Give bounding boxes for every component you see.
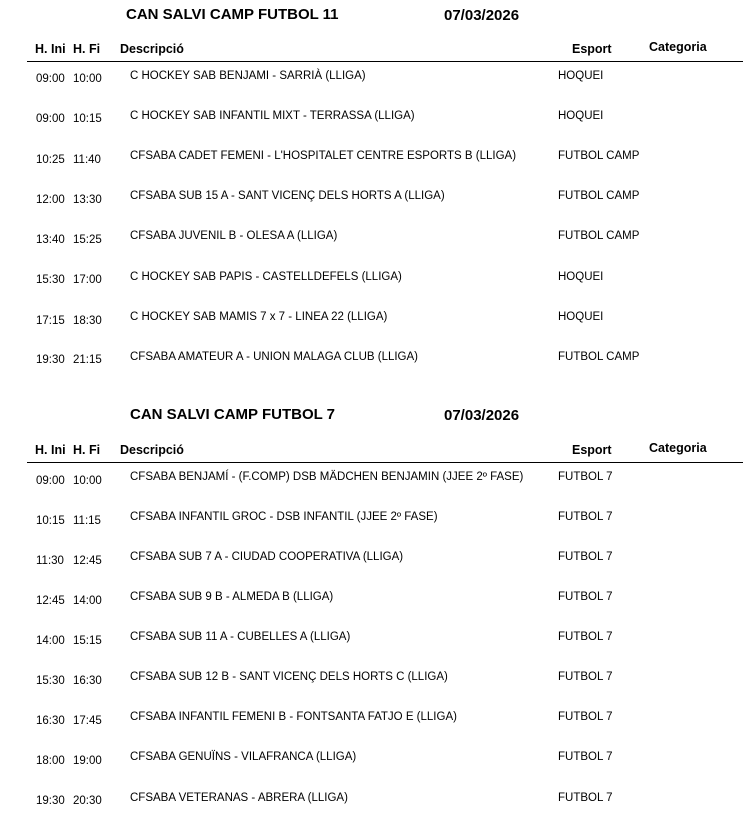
section-title: CAN SALVI CAMP FUTBOL 11 xyxy=(126,6,339,23)
start-time: 15:30 xyxy=(36,675,65,687)
end-time: 12:45 xyxy=(73,555,102,567)
event-description: C HOCKEY SAB PAPIS - CASTELLDEFELS (LLIGA) xyxy=(130,271,402,283)
header-categoria: Categoria xyxy=(649,40,707,54)
event-sport: FUTBOL CAMP xyxy=(558,190,640,202)
end-time: 15:25 xyxy=(73,234,102,246)
header-descripcio: Descripció xyxy=(120,443,184,457)
end-time: 11:40 xyxy=(73,154,101,166)
table-row xyxy=(0,591,753,631)
end-time: 16:30 xyxy=(73,675,102,687)
end-time: 20:30 xyxy=(73,795,102,807)
table-row xyxy=(0,711,753,751)
start-time: 19:30 xyxy=(36,795,65,807)
event-description: CFSABA SUB 9 B - ALMEDA B (LLIGA) xyxy=(130,591,334,603)
event-description: C HOCKEY SAB BENJAMI - SARRIÀ (LLIGA) xyxy=(130,70,366,82)
end-time: 10:00 xyxy=(73,73,102,85)
end-time: 19:00 xyxy=(73,755,102,767)
start-time: 15:30 xyxy=(36,274,65,286)
table-row xyxy=(0,751,753,791)
table-row xyxy=(0,551,753,591)
end-time: 21:15 xyxy=(73,354,102,366)
end-time: 14:00 xyxy=(73,595,102,607)
header-categoria: Categoria xyxy=(649,441,707,455)
header-descripcio: Descripció xyxy=(120,42,184,56)
table-row xyxy=(0,511,753,551)
section-title: CAN SALVI CAMP FUTBOL 7 xyxy=(130,406,336,423)
event-description: CFSABA GENUÏNS - VILAFRANCA (LLIGA) xyxy=(130,751,357,763)
start-time: 12:00 xyxy=(36,194,65,206)
event-description: CFSABA SUB 11 A - CUBELLES A (LLIGA) xyxy=(130,631,351,643)
event-sport: HOQUEI xyxy=(558,271,604,283)
table-row xyxy=(0,150,753,190)
event-description: CFSABA CADET FEMENI - L'HOSPITALET CENTRE ESPORTS B (LLIGA) xyxy=(130,150,517,162)
event-sport: FUTBOL 7 xyxy=(558,751,613,763)
end-time: 17:45 xyxy=(73,715,102,727)
end-time: 18:30 xyxy=(73,315,102,327)
event-sport: FUTBOL CAMP xyxy=(558,230,640,242)
table-row xyxy=(0,471,753,511)
table-row xyxy=(0,190,753,230)
event-sport: FUTBOL 7 xyxy=(558,792,613,804)
header-esport: Esport xyxy=(572,443,612,457)
end-time: 11:15 xyxy=(73,515,101,527)
event-sport: FUTBOL 7 xyxy=(558,471,613,483)
event-description: CFSABA INFANTIL FEMENI B - FONTSANTA FATJO E (LLIGA) xyxy=(130,711,457,723)
start-time: 16:30 xyxy=(36,715,65,727)
event-sport: FUTBOL 7 xyxy=(558,591,613,603)
event-sport: FUTBOL 7 xyxy=(558,631,613,643)
start-time: 17:15 xyxy=(36,315,65,327)
event-description: CFSABA VETERANAS - ABRERA (LLIGA) xyxy=(130,792,348,804)
header-esport: Esport xyxy=(572,42,612,56)
start-time: 12:45 xyxy=(36,595,65,607)
header-h-ini: H. Ini xyxy=(35,443,66,457)
event-sport: HOQUEI xyxy=(558,70,604,82)
table-row xyxy=(0,70,753,110)
event-sport: HOQUEI xyxy=(558,311,604,323)
event-description: CFSABA INFANTIL GROC - DSB INFANTIL (JJEE 2º FASE) xyxy=(130,511,438,523)
event-description: CFSABA BENJAMÍ - (F.COMP) DSB MÄDCHEN BENJAMIN (JJEE 2º FASE) xyxy=(130,471,524,483)
table-row xyxy=(0,671,753,711)
start-time: 10:15 xyxy=(36,515,65,527)
table-row xyxy=(0,230,753,270)
event-sport: HOQUEI xyxy=(558,110,604,122)
event-sport: FUTBOL 7 xyxy=(558,671,613,683)
event-description: C HOCKEY SAB MAMIS 7 x 7 - LINEA 22 (LLIGA) xyxy=(130,311,388,323)
table-row xyxy=(0,351,753,391)
end-time: 10:15 xyxy=(73,113,102,125)
start-time: 11:30 xyxy=(36,555,64,567)
event-description: CFSABA SUB 12 B - SANT VICENÇ DELS HORTS C (LLIGA) xyxy=(130,671,448,683)
start-time: 10:25 xyxy=(36,154,65,166)
event-sport: FUTBOL 7 xyxy=(558,551,613,563)
table-row xyxy=(0,631,753,671)
event-sport: FUTBOL 7 xyxy=(558,711,613,723)
header-h-fi: H. Fi xyxy=(73,443,101,457)
start-time: 18:00 xyxy=(36,755,65,767)
start-time: 09:00 xyxy=(36,73,65,85)
section-date: 07/03/2026 xyxy=(444,7,520,24)
event-description: CFSABA JUVENIL B - OLESA A (LLIGA) xyxy=(130,230,338,242)
header-divider xyxy=(27,61,743,62)
end-time: 15:15 xyxy=(73,635,102,647)
event-description: CFSABA SUB 7 A - CIUDAD COOPERATIVA (LLIGA) xyxy=(130,551,404,563)
table-row xyxy=(0,311,753,351)
event-sport: FUTBOL CAMP xyxy=(558,351,640,363)
start-time: 14:00 xyxy=(36,635,65,647)
table-row xyxy=(0,792,753,820)
event-sport: FUTBOL 7 xyxy=(558,511,613,523)
start-time: 09:00 xyxy=(36,475,65,487)
start-time: 09:00 xyxy=(36,113,65,125)
event-sport: FUTBOL CAMP xyxy=(558,150,640,162)
start-time: 13:40 xyxy=(36,234,65,246)
header-h-fi: H. Fi xyxy=(73,42,101,56)
event-description: C HOCKEY SAB INFANTIL MIXT - TERRASSA (LLIGA) xyxy=(130,110,415,122)
end-time: 13:30 xyxy=(73,194,102,206)
section-date: 07/03/2026 xyxy=(444,407,520,424)
event-description: CFSABA SUB 15 A - SANT VICENÇ DELS HORTS A (LLIGA) xyxy=(130,190,445,202)
table-row xyxy=(0,110,753,150)
start-time: 19:30 xyxy=(36,354,65,366)
header-h-ini: H. Ini xyxy=(35,42,66,56)
end-time: 10:00 xyxy=(73,475,102,487)
event-description: CFSABA AMATEUR A - UNION MALAGA CLUB (LLIGA) xyxy=(130,351,418,363)
header-divider xyxy=(27,462,743,463)
end-time: 17:00 xyxy=(73,274,102,286)
table-row xyxy=(0,271,753,311)
